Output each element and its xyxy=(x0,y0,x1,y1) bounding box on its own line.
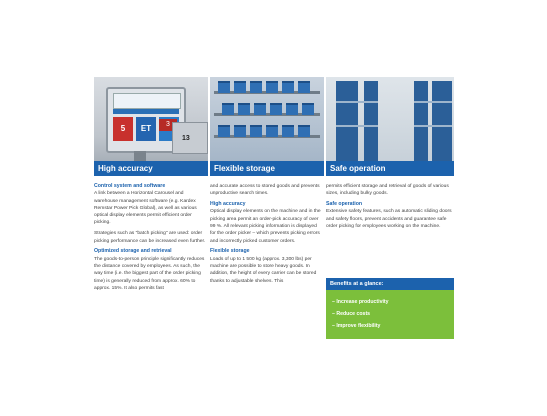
benefits-box xyxy=(326,278,454,339)
text-column-3 xyxy=(326,183,452,234)
storage-bin xyxy=(254,103,266,115)
storage-bin xyxy=(266,81,278,93)
text-column-1 xyxy=(94,183,206,296)
storage-bin xyxy=(302,103,314,115)
storage-bin xyxy=(266,125,278,137)
section-heading: Control system and software xyxy=(94,183,166,189)
benefits-list xyxy=(326,290,454,332)
section-heading: High accuracy xyxy=(210,201,246,208)
panel-bar xyxy=(113,109,179,114)
section-heading: Safe operation xyxy=(326,201,363,208)
storage-bin xyxy=(282,81,294,93)
panel-tile: ET xyxy=(136,117,156,141)
paragraph: Loads of up to 1 500 kg (approx. 3,300 lbs) per machine are possible to store heavy goods. In addition, the height of every carrier can be stored thanks to adjustable shelves. This xyxy=(210,256,317,284)
storage-bin xyxy=(298,81,310,93)
storage-bin xyxy=(234,81,246,93)
benefit-item: – Increase productivity xyxy=(332,296,454,308)
panel-tile: 5 xyxy=(113,117,133,141)
storage-bin xyxy=(222,103,234,115)
panel-tile-small: 3 xyxy=(159,119,177,131)
storage-bin xyxy=(218,125,230,137)
paragraph: and accurate access to stored goods and prevents unproductive search times. xyxy=(210,184,320,197)
tray-label: 13 xyxy=(182,135,190,142)
storage-bin xyxy=(234,125,246,137)
benefit-item: – Improve flexibility xyxy=(332,320,454,332)
storage-bin xyxy=(250,125,262,137)
caption-high-accuracy: High accuracy xyxy=(94,161,208,176)
storage-bin xyxy=(250,81,262,93)
storage-bin xyxy=(218,81,230,93)
storage-bin xyxy=(298,125,310,137)
paragraph: Strategies such as "batch picking" are used: order picking performance can be increased even further. xyxy=(94,231,206,244)
rack-shelf xyxy=(414,101,452,103)
paragraph: A link between a Horizontal Carousel and warehouse management software (e.g. Kardex Remstar Power Pick Global), as well as various optical display elements permit efficient order picking. xyxy=(94,191,197,226)
rack-shelf xyxy=(414,125,452,127)
paragraph: Optical display elements on the machine and in the picking area permit an order-pick accuracy of over 99 %. All relevant picking information is displayed for the order picker – which prevents picking errors and incorrectly picked customer orders. xyxy=(210,209,321,244)
storage-bin xyxy=(270,103,282,115)
caption-safe-operation: Safe operation xyxy=(326,161,454,176)
panel-screen xyxy=(113,93,181,109)
display-tray xyxy=(172,122,208,154)
storage-bin xyxy=(238,103,250,115)
rack-shelf xyxy=(336,101,378,103)
benefit-item: – Reduce costs xyxy=(332,308,454,320)
benefits-title: Benefits at a glance: xyxy=(326,278,454,290)
section-heading: Flexible storage xyxy=(210,248,250,255)
paragraph: permits efficient storage and retrieval of goods of various sizes, including bulky goods. xyxy=(326,184,449,197)
section-heading: Optimized storage and retrieval xyxy=(94,248,172,255)
storage-bin xyxy=(282,125,294,137)
storage-bin xyxy=(286,103,298,115)
paragraph: The goods-to-person principle significantly reduces the distance covered by employees. As such, the way time (i.e. the biggest part of the order picking time) is generally reduced from approx. 60% to approx. 15%. It also permits fast xyxy=(94,256,205,291)
rack-shelf xyxy=(336,125,378,127)
text-column-2 xyxy=(210,183,322,288)
paragraph: Extensive safety features, such as automatic sliding doors and safety floors, prevent accidents and guarantee safe order picking for employees working on the machine. xyxy=(326,209,452,229)
brochure-page xyxy=(94,77,454,339)
caption-flexible-storage: Flexible storage xyxy=(210,161,324,176)
photo-strip xyxy=(94,77,454,176)
